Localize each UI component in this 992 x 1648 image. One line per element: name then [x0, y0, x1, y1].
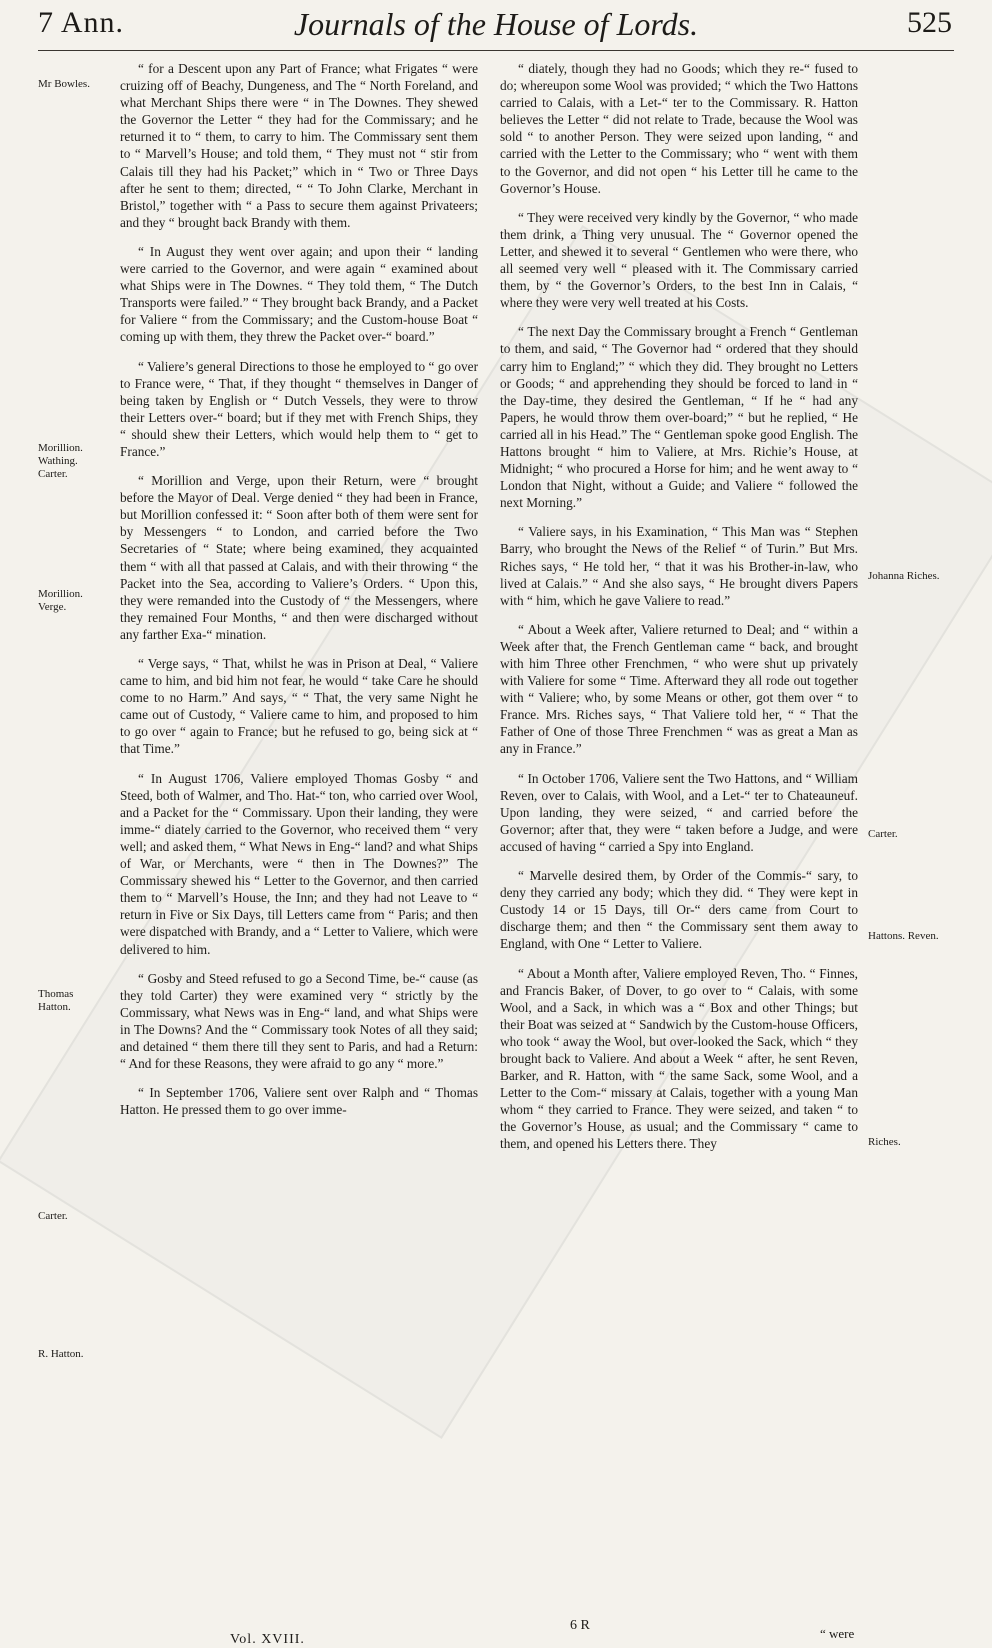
paragraph: “ Valiere’s general Directions to those he employed to “ go over to France were, “ That, if they thought “ themselves in Danger of being taken by English or “ Dutch Vessels, they were to throw their Letters over-“ board; but if they met with French Ships, they “ should shew their Letters, which would help them to “ get to France.” — [120, 358, 478, 459]
paragraph: “ In August they went over again; and upon their “ landing were carried to the Governor, and were again “ examined about what Ships were in The Downes. “ They told them, “ The Dutch Transports were failed.” “ They brought back Brandy, and a Packet for Valiere “ from the Commissary; and the Custom-house Boat “ coming up with them, they threw the Packet over-“ board.” — [120, 243, 478, 345]
header-rule — [38, 50, 954, 51]
paragraph: “ Morillion and Verge, upon their Return, were “ brought before the Mayor of Deal. Verge denied “ they had been in France, but Morillion confessed it: “ Soon after both of them were sent for by Messengers “ to London, and carried before the Two Secretaries of “ State; where being examined, they acquainted them “ with all that passed at Calais, and with their throwing “ the Packet into the Sea, according to Valiere’s Orders. “ Upon this, they were remanded into the Custody of “ the Messengers, where they remained Four Months, “ and then were discharged without any farther Exa-“ mination. — [120, 473, 478, 642]
margin-note: Thomas Hatton. — [38, 988, 74, 1013]
paragraph: “ In September 1706, Valiere sent over Ralph and “ Thomas Hatton. He pressed them to go over imme- — [120, 1085, 478, 1118]
margin-note: Morillion. Verge. — [38, 588, 83, 613]
paragraph: “ In August 1706, Valiere employed Thomas Gosby “ and Steed, both of Walmer, and Tho. Hat-“ ton, who carried over Wool, and a Packet for the “ Commissary. Upon their landing, they were imme-“ diately carried to the Governor, who received them “ very well; and asked them, “ What News in Eng-“ land? and what Ships of War, or Merchants, were “ then in The Downes?” The Commissary shewed his “ Letter to the Governor, and then carried them to “ Marvell’s House, the Inn; and they had not Leave to “ return in Five or Six Days, till Letters came from “ Paris; and then were dispatched with Brandy, and a “ Letter to Valiere, which were delivered to him. — [120, 770, 478, 957]
signature-mark: 6 R — [570, 1618, 590, 1633]
margin-note: Carter. — [38, 1210, 68, 1222]
paragraph: “ They were received very kindly by the Governor, “ who made them drink, a Thing very unusual. The “ Governor opened the Letter, and shewed it to several “ Gentlemen who were there, who all seemed very well “ pleased with it. The Commissary carried them, by “ the Governor’s Orders, to the best Inn in Calais, “ where they were very well treated at his Costs. — [500, 209, 858, 311]
margin-note: Riches. — [868, 1136, 901, 1148]
page-number: 525 — [907, 6, 952, 39]
paragraph: “ for a Descent upon any Part of France; what Frigates “ were cruizing off of Beachy, Dungeness, and The “ North Foreland, and what Merchant Ships there were “ in The Downes. They shewed the Governor the Letter “ they had for the Commissary; and he returned it to “ them, to carry to him. The Commissary sent them to “ Marvell’s House; and told them, “ They must not “ stir from Calais till they had his Packet;” which in “ Two or Three Days after he sent to them; directed, “ “ To John Clarke, Merchant in Bristol,” together with “ a Pass to secure them against Privateers; and they “ brought back Brandy with them. — [120, 61, 478, 230]
margin-note: R. Hatton. — [38, 1348, 84, 1360]
paragraph: “ Verge says, “ That, whilst he was in Prison at Deal, “ Valiere came to him, and bid him not fear, he would “ take Care he should come to no Harm.” And says, “ “ That, the very same Night he came out of Custody, “ Valiere came to him, and proposed to him to go over “ again to France; but he refused to go, being sick at “ that Time.” — [120, 656, 478, 757]
paragraph: “ About a Month after, Valiere employed Reven, Tho. “ Finnes, and Francis Baker, of Dover, to go over to “ Calais, with some Wool, and a Sack, in which was a “ Box and other Things; but their Boat was seized at “ Sandwich by the Custom-house Officers, who took “ away the Wool, but over-looked the Sack, which “ they brought back to Valiere. And about a Week “ after, he sent Reven, Barker, and R. Hatton, with “ the same Sack, some Wool, and a Letter to the Com-“ missary at Calais, together with a young Man whom “ they carried to France. They were seized, and taken “ to the Governor’s House, as usual; and the Commissary “ came to them, and opened his Letters there. They — [500, 965, 858, 1152]
text-column-left — [120, 60, 478, 1130]
margin-note: Morillion. Wathing. Carter. — [38, 442, 83, 480]
paragraph: “ Gosby and Steed refused to go a Second Time, be-“ cause (as they told Carter) they were examined very “ strictly by the Commissary, what News was in Eng-“ land, and what Ships were in The Downs? And the “ Commissary took Notes of all they said; and detained “ them there till they sent to Paris, and had a Return: “ And for these Reasons, they were afraid to go any “ more.” — [120, 970, 478, 1072]
paragraph: “ The next Day the Commissary brought a French “ Gentleman to them, and said, “ The Governor had “ ordered that they should carry him to England;” “ which they did. They brought no Letters or Goods; “ and apprehending they should be forced to land in “ the Day-time, they desired the Gentleman, “ If he “ had any Papers, he would throw them over-board;” “ but he replied, “ He carried all in his Head.” The “ Gentleman spoke good English. The Hattons brought “ him to Valiere, at Mrs. Richie’s House, at Midnight; “ who procured a Horse for him; and he went away to “ London that Night, without a Guide; and Valiere “ followed the next Morning.” — [500, 324, 858, 511]
paragraph: “ About a Week after, Valiere returned to Deal; and “ within a Week after that, the French Gentleman came “ back, and brought with him Three other Frenchmen, “ who were shut up privately with Valiere for some “ Time. Afterward they all rode out together with “ Valiere; who, by some Means or other, got them over “ to France. Mrs. Riches says, “ That Valiere told her, “ “ That the Father of One of those Three Frenchmen “ was as great a Man as any in France.” — [500, 621, 858, 757]
margin-note: Carter. — [868, 828, 898, 840]
regnal-year: 7 Ann. — [38, 6, 125, 39]
volume-label: Vol. XVIII. — [230, 1632, 305, 1647]
margin-note: Johanna Riches. — [868, 570, 940, 582]
paragraph: “ In October 1706, Valiere sent the Two Hattons, and “ William Reven, over to Calais, with Wool, and a Let-“ ter to Chateauneuf. Upon landing, they were seized, “ and carried before the Governor; after that, they were “ taken before a Judge, and were accused of having “ carried a Spy into England. — [500, 770, 858, 854]
margin-note: Mr Bowles. — [38, 78, 90, 90]
catchword: “ were — [820, 1626, 855, 1641]
margin-note: Hattons. Reven. — [868, 930, 939, 942]
paragraph: “ Valiere says, in his Examination, “ This Man was “ Stephen Barry, who brought the News of the Relief “ of Turin.” But Mrs. Riches says, “ He told her, “ that it was his Brother-in-law, who lived at Calais.” “ And she also says, “ He brought divers Papers with “ him, which he gave Valiere to read.” — [500, 524, 858, 608]
text-column-right — [500, 60, 858, 1165]
running-title: Journals of the House of Lords. — [293, 6, 699, 42]
paragraph: “ diately, though they had no Goods; which they re-“ fused to do; whereupon some Wool was provided; “ which the Two Hattons carried to Calais, with a Let-“ ter to the Commissary. R. Hatton believes the Letter “ did not relate to Trade, because the Wool was sold “ to another Person. They were seized upon landing, “ and carried with the Letter to the Commissary; who “ went with them to the Governor, and did not open “ his Letter till he came to the Governor’s House. — [500, 61, 858, 196]
page-header — [0, 0, 992, 52]
paragraph: “ Marvelle desired them, by Order of the Commis-“ sary, to deny they carried any body; which they did. “ They were kept in Custody 14 or 15 Days, till Or-“ ders came from Court to discharge them; and then “ the Commissary sent them away to England, with One “ Letter to Valiere. — [500, 868, 858, 952]
